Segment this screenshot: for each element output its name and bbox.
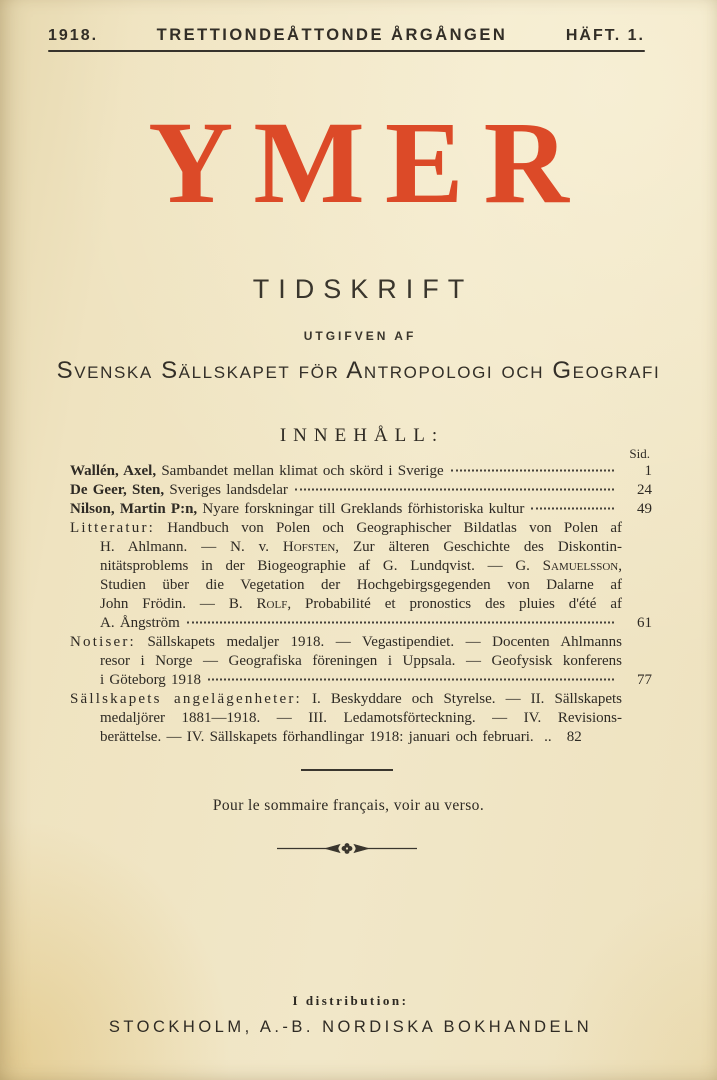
toc-line bbox=[70, 690, 652, 709]
header-year: 1918. bbox=[48, 27, 99, 44]
toc-page-number: 77 bbox=[637, 672, 652, 688]
toc-line bbox=[70, 500, 652, 519]
toc-line bbox=[70, 614, 652, 633]
toc-entries bbox=[70, 462, 652, 747]
toc-entry bbox=[70, 462, 652, 481]
table-of-contents bbox=[70, 447, 652, 747]
journal-title: YMER bbox=[148, 97, 589, 228]
dot-leader bbox=[187, 622, 614, 624]
toc-line-text: medaljörer 1881—1918. — III. Ledamotsförteckning. — IV. Revisions- bbox=[100, 710, 622, 726]
toc-line-text: John Frödin. — B. Rolf, Probabilité et pronostics des pluies d'été af bbox=[100, 596, 622, 612]
journal-subtitle: TIDSKRIFT bbox=[252, 274, 474, 304]
toc-line bbox=[70, 462, 652, 481]
toc-line-text: Studien über die Vegetation der Hochgebirgsgegenden von Dalarne af bbox=[100, 577, 622, 593]
toc-line-text: H. Ahlmann. — N. v. Hofsten, Zur älteren Geschichte des Diskontin- bbox=[100, 539, 622, 555]
header-volume: TRETTIONDEÅTTONDE ÅRGÅNGEN bbox=[156, 26, 508, 44]
toc-line bbox=[70, 481, 652, 500]
toc-page-number: 82 bbox=[566, 729, 582, 745]
fleuron-divider-icon bbox=[277, 841, 417, 855]
toc-line-text: berättelse. — IV. Sällskapets förhandlingar 1918: januari och februari. .. bbox=[100, 729, 552, 745]
toc-line bbox=[70, 633, 652, 652]
publisher-intro: UTGIFVEN AF bbox=[303, 329, 417, 343]
page-header bbox=[48, 26, 645, 45]
french-summary-note: Pour le sommaire français, voir au verso. bbox=[212, 797, 485, 814]
publisher-name: Svenska Sällskapet för Antropologi och Geografi bbox=[56, 357, 661, 384]
toc-page-number: 1 bbox=[644, 463, 652, 479]
toc-line-text: i Göteborg 1918 bbox=[100, 672, 202, 688]
header-rule bbox=[48, 50, 645, 52]
toc-line bbox=[70, 595, 652, 614]
toc-line bbox=[70, 576, 652, 595]
toc-line bbox=[70, 671, 652, 690]
toc-page-column-label: Sid. bbox=[629, 446, 650, 461]
ornament-divider bbox=[0, 841, 705, 855]
toc-page-number: 61 bbox=[637, 615, 652, 631]
toc-line bbox=[70, 652, 652, 671]
toc-line-text: Nilson, Martin P:n, Nyare forskningar till Greklands förhistoriska kultur bbox=[70, 501, 525, 517]
dot-leader bbox=[451, 470, 614, 472]
toc-line-text: resor i Norge — Geografiska föreningen i Uppsala. — Geofysisk konferens bbox=[100, 653, 622, 669]
toc-heading: INNEHÅLL: bbox=[279, 425, 445, 446]
toc-line bbox=[70, 538, 652, 557]
toc-line-text: De Geer, Sten, Sveriges landsdelar bbox=[70, 482, 288, 498]
toc-line-text: nitätsproblems in der Biogeographie af G. Lundqvist. — G. Samuelsson, bbox=[100, 558, 622, 574]
header-issue: HÄFT. 1. bbox=[565, 27, 645, 44]
toc-line-text: Notiser: Sällskapets medaljer 1918. — Vegastipendiet. — Docenten Ahlmanns bbox=[70, 634, 622, 650]
toc-line bbox=[70, 728, 652, 747]
toc-line-text: A. Ångström bbox=[100, 615, 180, 631]
toc-page-number: 49 bbox=[637, 501, 652, 517]
dot-leader bbox=[531, 508, 614, 510]
distribution-footer bbox=[0, 993, 717, 1037]
dot-leader bbox=[295, 489, 614, 491]
toc-entry bbox=[70, 500, 652, 519]
divider-rule bbox=[301, 769, 393, 771]
toc-line-text: Litteratur: Handbuch von Polen och Geographischer Bildatlas von Polen af bbox=[70, 520, 622, 536]
dot-leader bbox=[208, 679, 614, 681]
toc-entry bbox=[70, 633, 652, 690]
distributor-name: STOCKHOLM, A.-B. NORDISKA BOKHANDELN bbox=[108, 1018, 593, 1036]
toc-line-text: Sällskapets angelägenheter: I. Beskyddare och Styrelse. — II. Sällskapets bbox=[70, 691, 622, 707]
toc-entry bbox=[70, 690, 652, 747]
toc-line bbox=[70, 557, 652, 576]
toc-line bbox=[70, 709, 652, 728]
toc-entry bbox=[70, 519, 652, 633]
toc-line-text: Wallén, Axel, Sambandet mellan klimat och skörd i Sverige bbox=[70, 463, 444, 479]
toc-line bbox=[70, 519, 652, 538]
toc-entry bbox=[70, 481, 652, 500]
distribution-label: I distribution: bbox=[292, 993, 409, 1008]
toc-page-number: 24 bbox=[637, 482, 652, 498]
